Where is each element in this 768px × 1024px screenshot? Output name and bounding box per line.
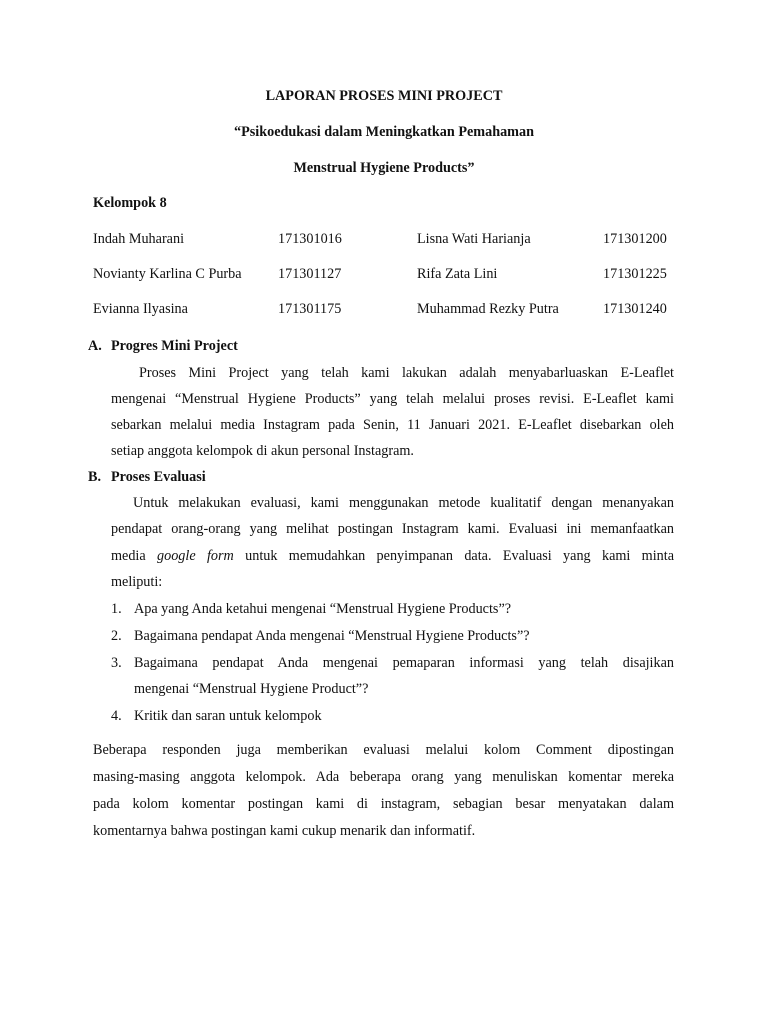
question-number: 2. — [111, 628, 122, 644]
member-id: 171301127 — [278, 266, 342, 282]
member-id: 171301240 — [603, 301, 667, 317]
section-b-heading: Proses Evaluasi — [111, 469, 206, 485]
section-a-marker: A. — [88, 338, 102, 354]
member-name: Novianty Karlina C Purba — [93, 266, 242, 282]
closing-line: masing-masing anggota kelompok. Ada beberapa orang yang menuliskan komentar mereka — [93, 769, 674, 785]
closing-line: komentarnya bahwa postingan kami cukup menarik dan informatif. — [93, 823, 476, 839]
question-text: mengenai “Menstrual Hygiene Product”? — [134, 681, 369, 697]
question-text: Apa yang Anda ketahui mengenai “Menstrual Hygiene Products”? — [134, 601, 512, 617]
section-a-line: Proses Mini Project yang telah kami lakukan adalah menyabarluaskan E-Leaflet — [139, 365, 674, 381]
report-title: LAPORAN PROSES MINI PROJECT — [265, 88, 503, 104]
question-text: Bagaimana pendapat Anda mengenai pemaparan informasi yang telah disajikan — [134, 655, 674, 671]
member-id: 171301016 — [278, 231, 342, 247]
question-text: Bagaimana pendapat Anda mengenai “Menstrual Hygiene Products”? — [134, 628, 530, 644]
member-id: 171301200 — [603, 231, 667, 247]
section-b-line: pendapat orang-orang yang melihat postingan Instagram kami. Evaluasi ini memanfaatkan — [111, 521, 674, 537]
closing-line: Beberapa responden juga memberikan evaluasi melalui kolom Comment dipostingan — [93, 742, 674, 758]
section-a-line: setiap anggota kelompok di akun personal Instagram. — [111, 443, 414, 459]
member-name: Lisna Wati Harianja — [417, 231, 531, 247]
member-name: Evianna Ilyasina — [93, 301, 188, 317]
section-b-line: meliputi: — [111, 574, 163, 590]
section-a-line: mengenai “Menstrual Hygiene Products” yang telah melalui proses revisi. E-Leaflet kami — [111, 391, 674, 407]
member-id: 171301175 — [278, 301, 342, 317]
report-subtitle-line-1: “Psikoedukasi dalam Meningkatkan Pemahaman — [234, 124, 534, 140]
question-number: 1. — [111, 601, 122, 617]
question-text: Kritik dan saran untuk kelompok — [134, 708, 322, 724]
member-id: 171301225 — [603, 266, 667, 282]
report-subtitle-line-2: Menstrual Hygiene Products” — [293, 160, 475, 176]
member-name: Rifa Zata Lini — [417, 266, 498, 282]
member-name: Indah Muharani — [93, 231, 185, 247]
group-label: Kelompok 8 — [93, 195, 167, 211]
question-number: 3. — [111, 655, 122, 671]
italic-term: google form — [157, 548, 234, 564]
section-a-heading: Progres Mini Project — [111, 338, 238, 354]
member-name: Muhammad Rezky Putra — [417, 301, 559, 317]
question-number: 4. — [111, 708, 122, 724]
section-b-line: Untuk melakukan evaluasi, kami menggunakan metode kualitatif dengan menanyakan — [133, 495, 674, 511]
closing-line: pada kolom komentar postingan kami di instagram, sebagian besar menyatakan dalam — [93, 796, 674, 812]
section-b-marker: B. — [88, 469, 102, 485]
section-a-line: sebarkan melalui media Instagram pada Senin, 11 Januari 2021. E-Leaflet disebarkan oleh — [111, 417, 674, 433]
text-segment: media — [111, 548, 146, 564]
section-b-line-with-italic — [111, 548, 674, 565]
text-segment: untuk memudahkan penyimpanan data. Evaluasi yang kami minta — [245, 548, 674, 564]
